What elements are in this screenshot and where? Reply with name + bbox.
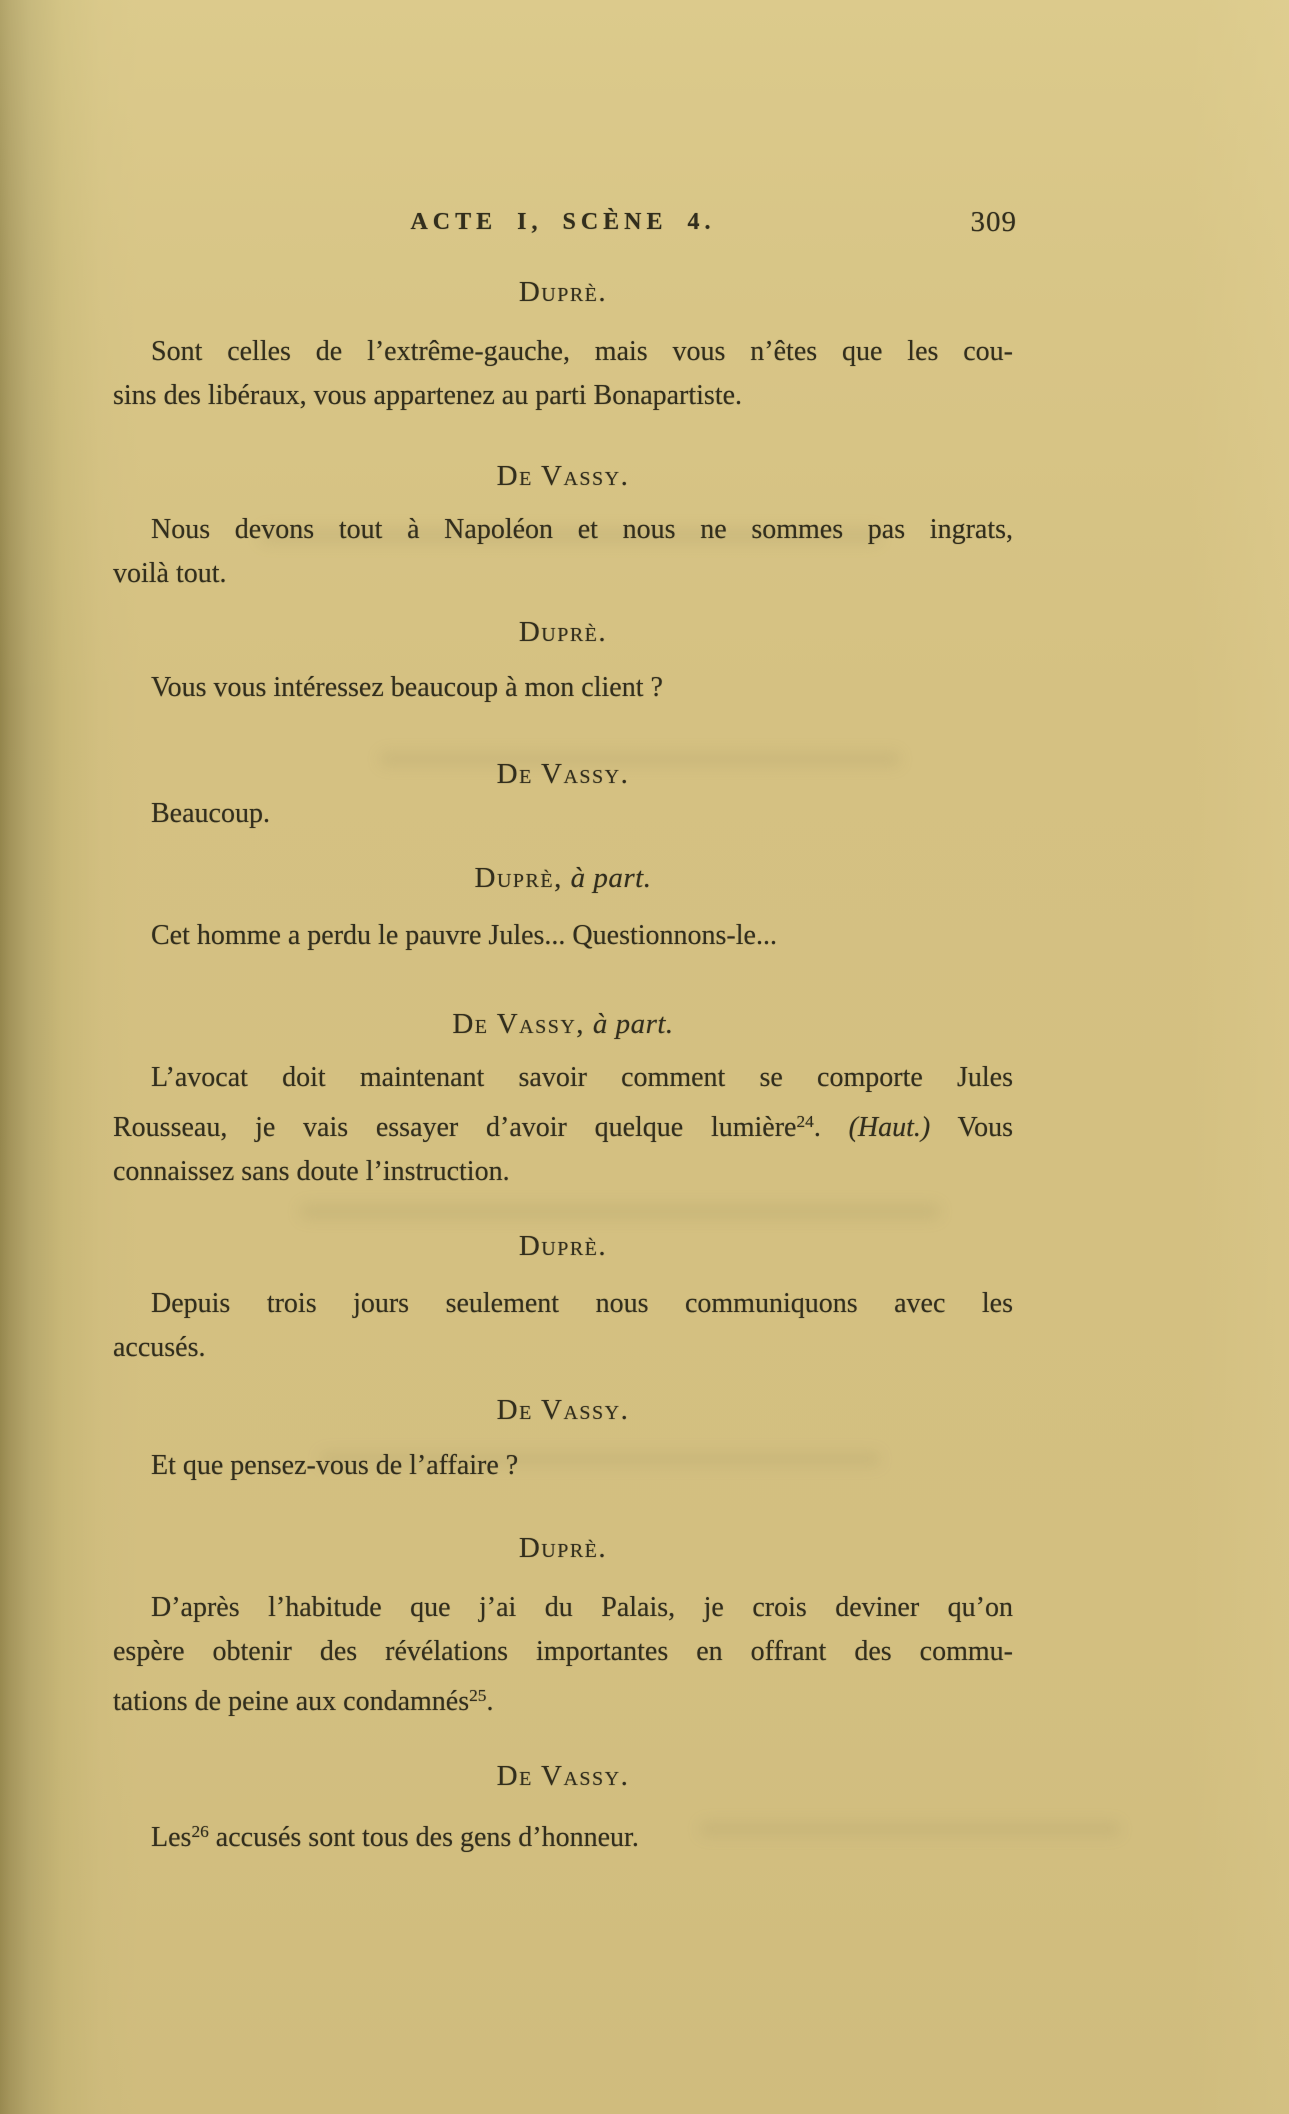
dialogue-line	[113, 914, 1013, 958]
speaker-heading	[113, 1390, 1013, 1430]
text-run: Rousseau, je vais essayer d’avoir quelque lumière	[113, 1112, 797, 1144]
dialogue-paragraph	[113, 1444, 1013, 1488]
dialogue-line	[113, 1056, 1013, 1100]
speaker-name: Duprè.	[518, 276, 608, 308]
dialogue-line	[113, 792, 1013, 836]
speaker-heading	[113, 612, 1013, 652]
speaker-heading	[113, 1528, 1013, 1568]
dialogue-paragraph	[113, 1586, 1013, 1724]
speaker-heading	[113, 754, 1013, 794]
dialogue-paragraph	[113, 666, 1013, 710]
dialogue-line	[113, 1282, 1013, 1326]
text-run: Beaucoup.	[151, 798, 270, 829]
text-run: Les	[151, 1822, 192, 1854]
text-run: connaissez sans doute l’instruction.	[113, 1156, 510, 1188]
text-run: Nous devons tout à Napoléon et nous ne sommes pas ingrats,	[151, 514, 1013, 545]
dialogue-paragraph	[113, 1056, 1013, 1194]
dialogue-line	[113, 1150, 1013, 1194]
speaker-name: De Vassy.	[496, 460, 630, 492]
dialogue-line	[113, 552, 1013, 596]
speaker-heading	[113, 1226, 1013, 1266]
text-run: sins des libéraux, vous appartenez au parti Bonapartiste.	[113, 380, 743, 411]
text-run: L’avocat doit maintenant savoir comment se comporte Jules	[151, 1062, 1013, 1093]
dialogue-line	[113, 508, 1013, 552]
dialogue-line	[113, 1674, 1013, 1724]
text-run: .	[486, 1686, 494, 1718]
speaker-name: Duprè.	[518, 1532, 608, 1564]
speaker-name: De Vassy.	[496, 1760, 630, 1792]
text-run: Vous	[930, 1112, 1013, 1144]
dialogue-paragraph	[113, 792, 1013, 836]
footnote-ref: 25	[469, 1686, 487, 1705]
dialogue-line	[113, 1100, 1013, 1150]
dialogue-line	[113, 1810, 1013, 1860]
text-run: Cet homme a perdu le pauvre Jules... Questionnons-le...	[151, 920, 777, 951]
stage-direction: (Haut.)	[848, 1112, 931, 1144]
speaker-heading	[113, 1756, 1013, 1796]
footnote-ref: 24	[796, 1112, 814, 1131]
speaker-heading	[113, 456, 1013, 496]
text-run: tations de peine aux condamnés	[113, 1686, 470, 1718]
speaker-name: De Vassy,	[452, 1008, 586, 1040]
page-number: 309	[970, 206, 1017, 238]
running-head: ACTE I, SCÈNE 4.	[410, 209, 716, 235]
dialogue-line	[113, 374, 1013, 418]
dialogue-paragraph	[113, 1810, 1013, 1860]
speaker-name: Duprè.	[518, 1230, 608, 1262]
page-header	[113, 200, 1017, 240]
dialogue-line	[113, 1630, 1013, 1674]
speaker-name: De Vassy.	[496, 1394, 630, 1426]
dialogue-line	[113, 1326, 1013, 1370]
speaker-name: Duprè,	[474, 862, 563, 894]
show-through-smudge	[300, 1204, 940, 1219]
dialogue-paragraph	[113, 508, 1013, 596]
dialogue-paragraph	[113, 914, 1013, 958]
stage-direction: à part.	[585, 1008, 674, 1040]
text-run: voilà tout.	[113, 558, 227, 589]
stage-direction: à part.	[562, 862, 652, 894]
text-run: Sont celles de l’extrême-gauche, mais vous n’êtes que les cou-	[151, 336, 1013, 367]
dialogue-line	[113, 666, 1013, 710]
footnote-ref: 26	[191, 1822, 209, 1841]
text-run: Et que pensez-vous de l’affaire ?	[151, 1450, 519, 1481]
text-run: .	[813, 1112, 849, 1144]
speaker-name: De Vassy.	[496, 758, 630, 790]
dialogue-line	[113, 1586, 1013, 1630]
speaker-heading	[113, 1004, 1013, 1044]
dialogue-paragraph	[113, 1282, 1013, 1370]
text-run: D’après l’habitude que j’ai du Palais, je crois deviner qu’on	[151, 1592, 1013, 1623]
text-run: Vous vous intéressez beaucoup à mon client ?	[151, 672, 663, 703]
dialogue-line	[113, 330, 1013, 374]
speaker-heading	[113, 858, 1013, 898]
text-run: Depuis trois jours seulement nous communiquons avec les	[151, 1288, 1013, 1319]
text-run: accusés sont tous des gens d’honneur.	[208, 1822, 639, 1854]
speaker-name: Duprè.	[518, 616, 608, 648]
text-run: espère obtenir des révélations importantes en offrant des commu-	[113, 1636, 1013, 1667]
speaker-heading	[113, 272, 1013, 312]
text-run: accusés.	[113, 1332, 206, 1363]
dialogue-line	[113, 1444, 1013, 1488]
dialogue-paragraph	[113, 330, 1013, 418]
